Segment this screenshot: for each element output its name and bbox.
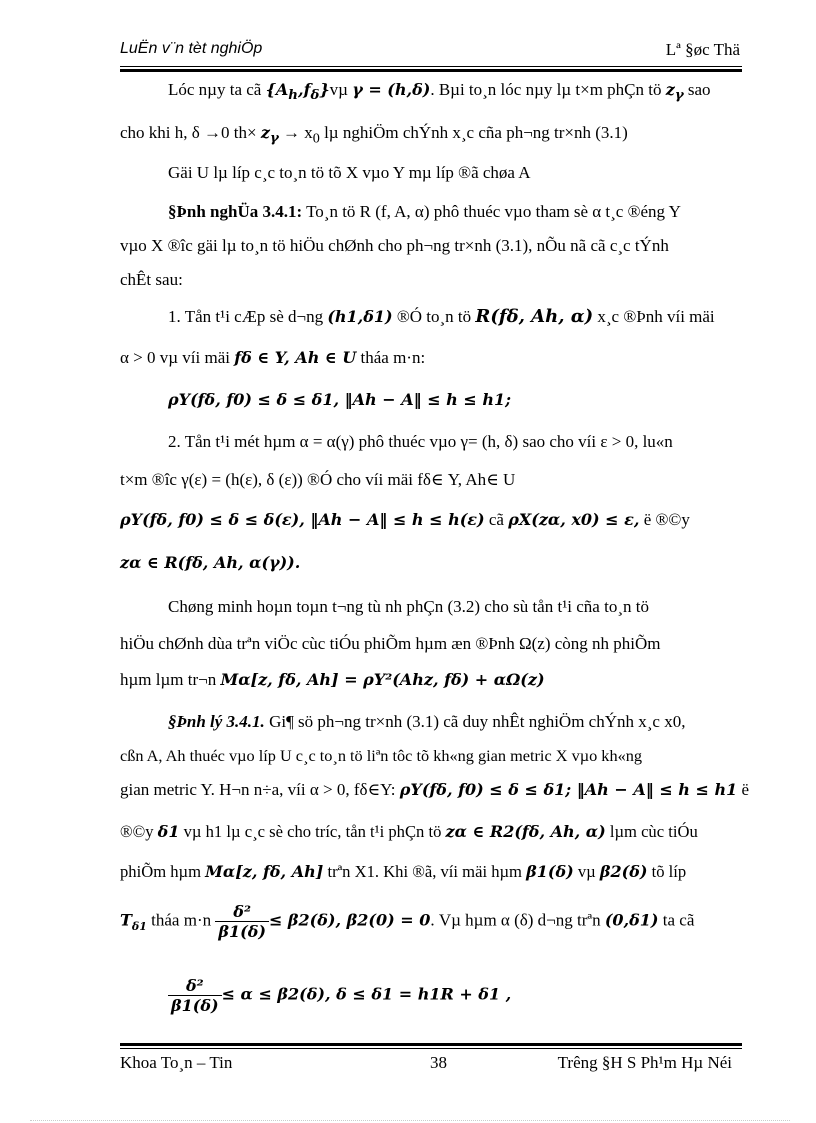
line-14: Chøng minh hoµn toµn t¬ng tù nh phÇn (3.2) cho sù tån t¹i cña to¸n tö [168, 597, 649, 616]
header-author: Lª §øc Thä [665, 40, 740, 59]
line-1: Lóc nµy ta cã $\{A_h,f_\delta\}v\mu$ γ = (h,δ). Bµi to¸n lóc nµy lµ t×m phÇn tö $z_\gamma$ sao [168, 80, 711, 104]
footer-university: Trêng §H S Ph¹m Hµ Néi [557, 1053, 732, 1072]
formula-condition-2: ρY(fδ, f0) ≤ δ ≤ δ(ε), ‖Ah − A‖ ≤ h ≤ h(ε) cã ρX(zα, x0) ≤ ε, ë ®©y [120, 510, 690, 529]
line-22: $T_{\delta 1}$ tháa m·n $\frac{\text{δ²}}{\beta 1(\delta)}$ ≤ β2(δ), β2(0) = 0. Vµ hµm α (δ) d¬ng trªn (0,δ1) ta cã [120, 902, 695, 941]
page-footer [120, 1053, 742, 1075]
line-2: cho khi h, δ →0 $th\times z_\gamma \to x_0$ lµ nghiÖm chÝnh x¸c cña ph¬ng tr×nh (3.1) [120, 123, 628, 147]
header-thesis-title: LuËn v¨n tèt nghiÖp [120, 40, 263, 57]
line-3: Gäi U lµ líp c¸c to¸n tö tõ X vµo Y mµ líp ®ã chøa A [168, 163, 531, 182]
footer-rule [120, 1043, 742, 1049]
definition-3-4-1: §Þnh nghÜa 3.4.1: To¸n tö R (f, A, α) phô thuéc vµo tham sè α t¸c ®éng Y [168, 202, 681, 221]
page-number: 38 [430, 1053, 447, 1072]
fraction-delta-beta-2: $\frac{\text{δ²}}{\beta 1(\delta)}$ [168, 976, 222, 1015]
formula-final: $\frac{\text{δ²}}{\beta 1(\delta)}$ ≤ α ≤ β2(δ), δ ≤ δ1 = h1R + δ1 , [168, 976, 511, 1015]
theorem-3-4-1: §Þnh lý 3.4.1. Gi¶ sö ph¬ng tr×nh (3.1) cã duy nhÊt nghiÖm chÝnh x¸c x0, [168, 712, 686, 731]
line-18: cßn A, Ah thuéc vµo líp U c¸c to¸n tö liªn tôc tõ kh«ng gian metric X vµo kh«ng [120, 746, 643, 765]
line-16: hµm lµm tr¬n Mα[z, fδ, Ah] = ρY²(Ahz, fδ) + αΩ(z) [120, 670, 545, 689]
formula-z-alpha: zα ∈ R(fδ, Ah, α(γ)). [120, 553, 301, 572]
line-11: t×m ®îc γ(ε) = (h(ε), δ (ε)) ®Ó cho víi mäi fδ∈ Y, Ah∈ U [120, 470, 516, 489]
fraction-delta-beta: $\frac{\text{δ²}}{\beta 1(\delta)}$ [215, 902, 269, 941]
line-20: ®©y δ1 vµ h1 lµ c¸c sè cho tríc, tån t¹i phÇn tö zα ∈ R2(fδ, Ah, α) lµm cùc tiÓu [120, 822, 698, 841]
body-text [120, 0, 760, 1040]
line-19: gian metric Y. H¬n n÷a, víi α > 0, fδ∈Y: ρY(fδ, f0) ≤ δ ≤ δ1; ‖Ah − A‖ ≤ h ≤ h1 ë [120, 780, 750, 799]
footer-faculty: Khoa To¸n – Tin [120, 1053, 233, 1072]
line-8: α > 0 vµ víi mäi fδ ∈ Y, Ah ∈ U tháa m·n: [120, 348, 426, 367]
line-15: hiÖu chØnh dùa trªn viÖc cùc tiÓu phiÕm hµm æn ®Þnh Ω(z) còng nh phiÕm [120, 634, 661, 653]
line-21: phiÕm hµm Mα[z, fδ, Ah] trªn X1. Khi ®ã, víi mäi hµm β1(δ) vµ β2(δ) tõ líp [120, 862, 687, 881]
condition-2: 2. Tån t¹i mét hµm α = α(γ) phô thuéc vµo γ= (h, δ) sao cho víi ε > 0, lu«n [168, 432, 673, 451]
page-edge-divider [30, 1120, 790, 1121]
formula-condition-1: ρY(fδ, f0) ≤ δ ≤ δ1, ‖Ah − A‖ ≤ h ≤ h1; [168, 390, 512, 409]
line-6: chÊt sau: [120, 270, 183, 289]
line-5: vµo X ®îc gäi lµ to¸n tö hiÖu chØnh cho ph¬ng tr×nh (3.1), nÕu nã cã c¸c tÝnh [120, 236, 669, 255]
condition-1: 1. Tån t¹i cÆp sè d¬ng (h1,δ1) ®Ó to¸n tö R(fδ, Ah, α) x¸c ®Þnh víi mäi [168, 306, 715, 327]
